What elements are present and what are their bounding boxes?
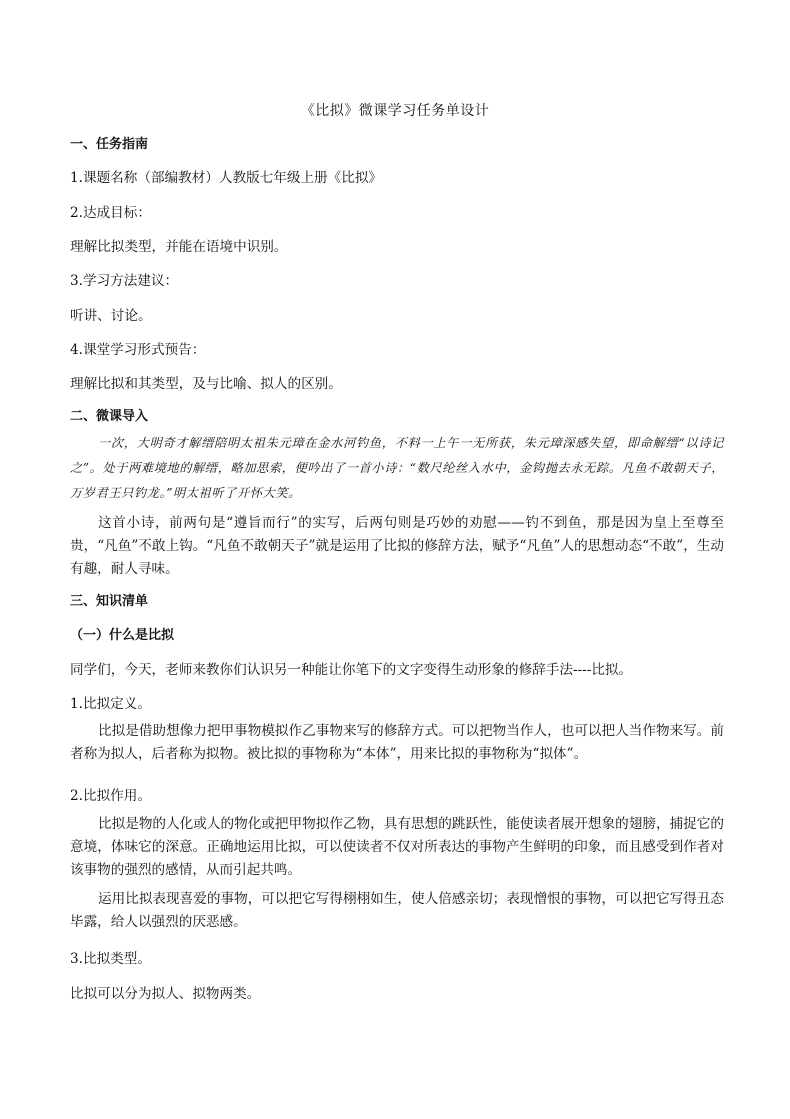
definition-label: 1.比拟定义。 [70, 696, 151, 712]
section-heading-intro: 二、微课导入 [70, 409, 149, 424]
story-paragraph: 一次，大明奇才解缙陪明太祖朱元璋在金水河钓鱼，不料一上午一无所获，朱元璋深感失望，即命解缙“以诗记之”。处于两难境地的解缙，略加思索，便吟出了一首小诗：“数尺纶丝入水中，金钩抛去永无踪。凡鱼不敢朝天子，万岁君王只钓龙。”明太祖听了开怀大笑。 [70, 436, 724, 500]
function-text-2: 运用比拟表现喜爱的事物，可以把它写得栩栩如生，使人倍感亲切；表现憎恨的事物，可以把它写得丑态毕露，给人以强烈的厌恶感。 [70, 891, 724, 930]
form-text: 理解比拟和其类型，及与比喻、拟人的区别。 [70, 376, 342, 392]
method-label: 3.学习方法建议： [70, 273, 179, 289]
function-text-1: 比拟是物的人化或人的物化或把甲物拟作乙物，具有思想的跳跃性，能使读者展开想象的翅膀，捕捉它的意境，体味它的深意。正确地运用比拟，可以使读者不仅对所表达的事物产生鲜明的印象，而且感受到作者对该事物的强烈的感情，从而引起共鸣。 [70, 816, 724, 878]
section-heading-task-guide: 一、任务指南 [70, 137, 149, 152]
intro-text: 同学们，今天，老师来教你们认识另一种能让你笔下的文字变得生动形象的修辞手法----比拟。 [70, 662, 633, 678]
goal-label: 2.达成目标： [70, 205, 151, 221]
type-text: 比拟可以分为拟人、拟物两类。 [70, 986, 261, 1002]
document-title: 《比拟》微课学习任务单设计 [300, 103, 490, 119]
form-label: 4.课堂学习形式预告： [70, 342, 206, 358]
type-label: 3.比拟类型。 [70, 951, 151, 967]
course-name: 1.课题名称（部编教材）人教版七年级上册《比拟》 [70, 170, 383, 186]
section-heading-knowledge: 三、知识清单 [70, 594, 149, 609]
subheading-what-is: （一）什么是比拟 [70, 628, 175, 643]
analysis-paragraph: 这首小诗，前两句是“遵旨而行”的实写，后两句则是巧妙的劝慰——钓不到鱼，那是因为皇上至尊至贵，“凡鱼”不敢上钩。“凡鱼不敢朝天子”就是运用了比拟的修辞方法，赋予“凡鱼”人的思想动态“不敢”，生动有趣，耐人寻味。 [70, 515, 724, 577]
function-label: 2.比拟作用。 [70, 788, 151, 804]
definition-text: 比拟是借助想像力把甲事物模拟作乙事物来写的修辞方式。可以把物当作人，也可以把人当作物来写。前者称为拟人，后者称为拟物。被比拟的事物称为“本体”，用来比拟的事物称为“拟体”。 [70, 723, 724, 762]
method-text: 听讲、讨论。 [70, 308, 152, 324]
goal-text: 理解比拟类型，并能在语境中识别。 [70, 239, 288, 255]
